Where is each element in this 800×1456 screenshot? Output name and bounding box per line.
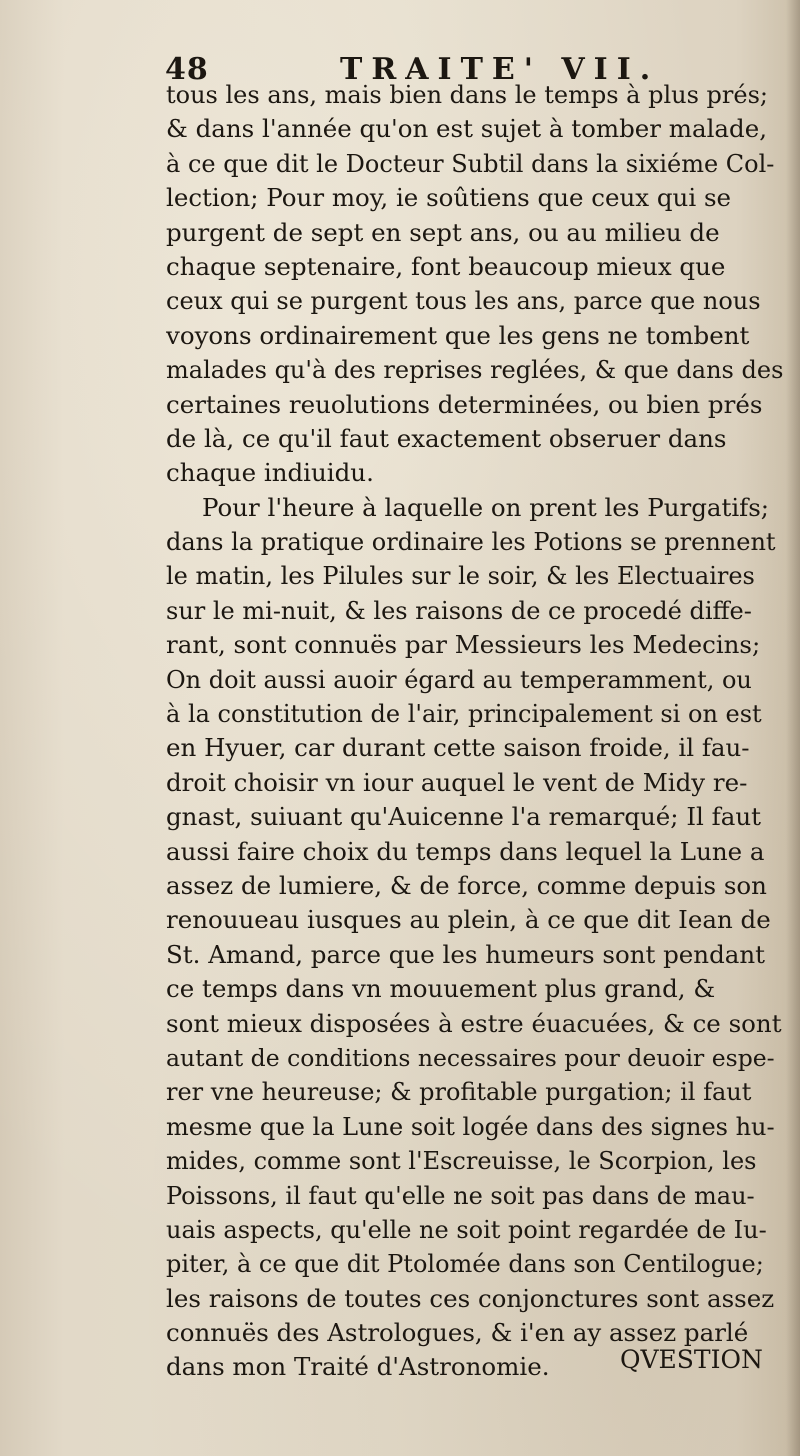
text-line: St. Amand, parce que les humeurs sont pendant: [166, 939, 765, 969]
text-line: malades qu'à des reprises reglées, & que dans des: [166, 356, 784, 385]
text-line: renouueau iusques au plein, à ce que dit Iean de: [166, 905, 771, 935]
text-line: On doit aussi auoir égard au temperamment, ou: [166, 665, 752, 694]
text-line: aussi faire choix du temps dans lequel la Lune a: [166, 836, 765, 866]
page-number: 48: [165, 52, 209, 87]
text-line: uais aspects, qu'elle ne soit point regardée de Iu-: [166, 1215, 767, 1244]
text-line: Poissons, il faut qu'elle ne soit pas dans de mau-: [166, 1181, 755, 1210]
text-line: en Hyuer, car durant cette saison froide, il fau-: [166, 733, 750, 763]
text-line: tous les ans, mais bien dans le temps à plus prés;: [166, 81, 768, 109]
text-line: à la constitution de l'air, principalement si on est: [166, 700, 762, 729]
text-line: dans la pratique ordinaire les Potions se prennent: [166, 528, 776, 557]
page-heading: TRAITE' VII.: [340, 52, 660, 87]
text-line: droit choisir vn iour auquel le vent de Midy re-: [166, 767, 748, 797]
text-line: ceux qui se purgent tous les ans, parce que nous: [166, 287, 761, 316]
text-line: mesme que la Lune soit logée dans des signes hu-: [166, 1112, 775, 1141]
text-line: à ce que dit le Docteur Subtil dans la sixiéme Col-: [166, 149, 775, 178]
text-line: les raisons de toutes ces conjonctures sont assez: [166, 1283, 775, 1313]
text-line: rer vne heureuse; & profitable purgation; il faut: [166, 1078, 752, 1107]
text-line: ce temps dans vn mouuement plus grand, &: [166, 974, 716, 1004]
body-text: [166, 78, 796, 1385]
text-line: de là, ce qu'il faut exactement obseruer dans: [166, 423, 727, 453]
text-line: purgent de sept en sept ans, ou au milieu de: [166, 217, 720, 247]
text-line: mides, comme sont l'Escreuisse, le Scorpion, les: [166, 1147, 757, 1176]
text-line: gnast, suiuant qu'Auicenne l'a remarqué; Il faut: [166, 802, 761, 832]
text-line: chaque indiuidu.: [166, 458, 374, 488]
text-line: sur le mi-nuit, & les raisons de ce procedé diffe-: [166, 596, 752, 625]
text-line: lection; Pour moy, ie soûtiens que ceux qui se: [166, 183, 732, 213]
text-line: rant, sont connuës par Messieurs les Medecins;: [166, 630, 761, 660]
text-line: assez de lumiere, & de force, comme depuis son: [166, 870, 767, 900]
text-line: le matin, les Pilules sur le soir, & les Electuaires: [166, 562, 755, 591]
catchword: QVESTION: [620, 1345, 763, 1374]
text-line: dans mon Traité d'Astronomie.: [166, 1352, 550, 1382]
paragraph-start-line: Pour l'heure à laquelle on prent les Purgatifs;: [202, 492, 770, 522]
text-line: autant de conditions necessaires pour deuoir espe-: [166, 1043, 775, 1072]
text-line: voyons ordinairement que les gens ne tombent: [166, 320, 750, 350]
text-line: piter, à ce que dit Ptolomée dans son Centilogue;: [166, 1250, 764, 1279]
text-line: chaque septenaire, font beaucoup mieux que: [166, 251, 726, 281]
text-line: & dans l'année qu'on est sujet à tomber malade,: [166, 114, 768, 144]
text-line: sont mieux disposées à estre éuacuées, & ce sont: [166, 1008, 782, 1038]
text-line: certaines reuolutions determinées, ou bien prés: [166, 389, 763, 419]
text-line: connuës des Astrologues, & i'en ay assez parlé: [166, 1318, 749, 1348]
